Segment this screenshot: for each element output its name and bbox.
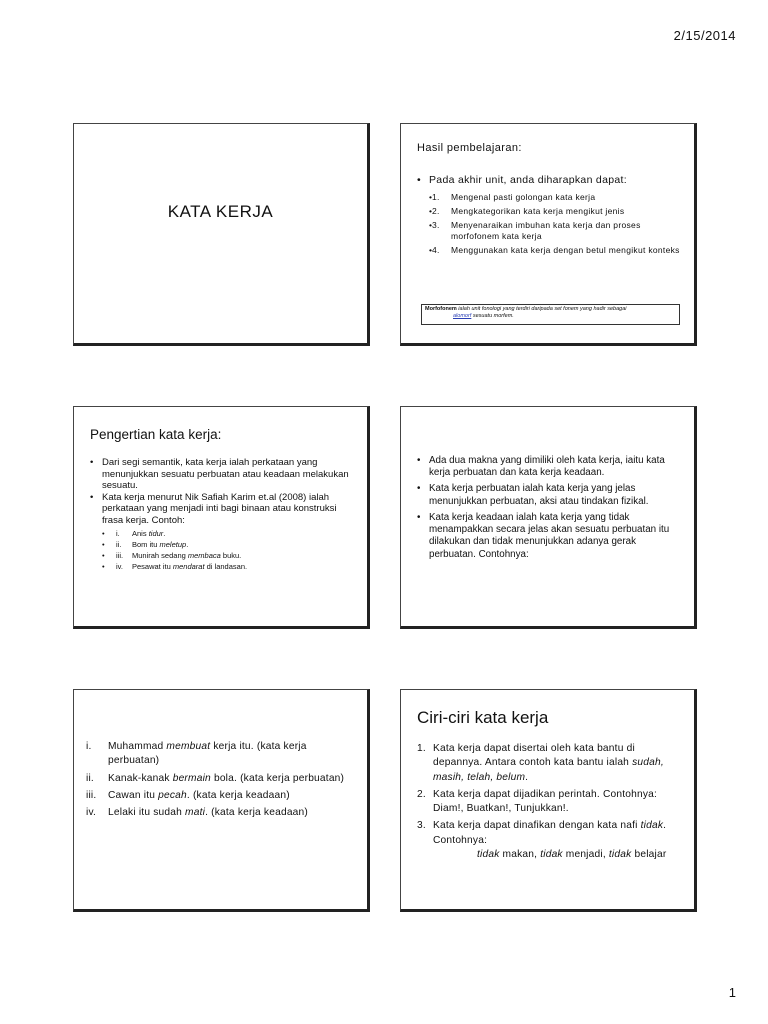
example-item: i. Muhammad membuat kerja itu. (kata kerja perbuatan) [86,741,307,767]
definition-note: Morfofonem ialah unit fonologi yang terdiri daripada set fonem yang hadir sebagai alomorf sesuatu morfem. [421,304,680,325]
slide-heading: Pengertian kata kerja: [90,427,222,442]
note-term: Morfofonem [425,306,457,312]
negation-example: tidak makan, tidak menjadi, tidak belajar [477,848,667,860]
slide-examples [73,689,370,912]
list-item: • Dari segi semantik, kata kerja ialah perkataan yang menunjukkan sesuatu perbuatan atau keadaan melakukan sesuatu. [90,457,355,492]
list-item: • 2. Mengkategorikan kata kerja mengikut jenis [429,206,684,217]
characteristics-list [417,742,686,865]
example-item: ii. Kanak-kanak bermain bola. (kata kerja perbuatan) [86,772,345,784]
slide-meaning [400,406,697,629]
example-item: • ii. Bom itu meletup. [102,540,355,551]
list-item: • Kata kerja keadaan ialah kata kerja yang tidak menampakkan secara jelas akan sesuatu perbuatan itu dilakukan dan tidak menunjukkan adanya gerak perbuatan. Contohnya: [417,512,682,561]
example-list [86,740,359,823]
page-number: 1 [728,985,736,1000]
example-item: • iv. Pesawat itu mendarat di landasan. [102,562,355,573]
bullet-text: Pada akhir unit, anda diharapkan dapat: [429,174,627,186]
alomorf-link[interactable]: alomorf [453,313,472,320]
slide-title [73,123,370,346]
list-item: • 3. Menyenaraikan imbuhan kata kerja dan proses morfofonem kata kerja [429,220,684,242]
list-item: 2. Kata kerja dapat dijadikan perintah. Contohnya: Diam!, Buatkan!, Tunjukkan!. [417,788,658,815]
slide-title-text: KATA KERJA [167,202,274,221]
list-item: 3. Kata kerja dapat dinafikan dengan kata nafi tidak. Contohnya: tidak makan, tidak menjadi, tidak belajar [417,819,686,862]
slide-heading: Ciri-ciri kata kerja [417,708,549,727]
list-item: • Ada dua makna yang dimiliki oleh kata kerja, iaitu kata kerja perbuatan dan kata kerja keadaan. [417,455,682,479]
slide-heading: Hasil pembelajaran: [417,142,522,154]
list-item [417,174,684,256]
slide-learning-outcomes [400,123,697,346]
date-header: 2/15/2014 [673,28,736,43]
slide-definition [73,406,370,629]
list-item: • 4. Menggunakan kata kerja dengan betul mengikut konteks [429,245,684,256]
list-item: 1. Kata kerja dapat disertai oleh kata bantu di depannya. Antara contoh kata bantu ialah sudah, masih, telah, belum. [417,743,664,783]
list-item: • Kata kerja menurut Nik Safiah Karim et.al (2008) ialah perkataan yang menjadi inti bagi binaan atau konstruksi frasa kerja. Contoh: • i. Anis tidur. • ii. Bom itu meletup. • iii. Munirah sedang membaca buku. • iv. Pesawat itu mendarat di landasan. [90,492,355,573]
bullet-list [417,174,684,259]
example-item: • iii. Munirah sedang membaca buku. [102,551,355,562]
example-item: • i. Anis tidur. [102,529,355,540]
example-item: iii. Cawan itu pecah. (kata kerja keadaan) [86,789,290,801]
bullet-list [90,457,355,573]
list-item: • Kata kerja perbuatan ialah kata kerja yang jelas menunjukkan perbuatan, aksi atau tindakan fizikal. [417,483,682,507]
list-item: • 1. Mengenal pasti golongan kata kerja [429,192,684,203]
example-item: iv. Lelaki itu sudah mati. (kata kerja keadaan) [86,807,309,819]
slide-characteristics [400,689,697,912]
bullet-list [417,455,682,565]
